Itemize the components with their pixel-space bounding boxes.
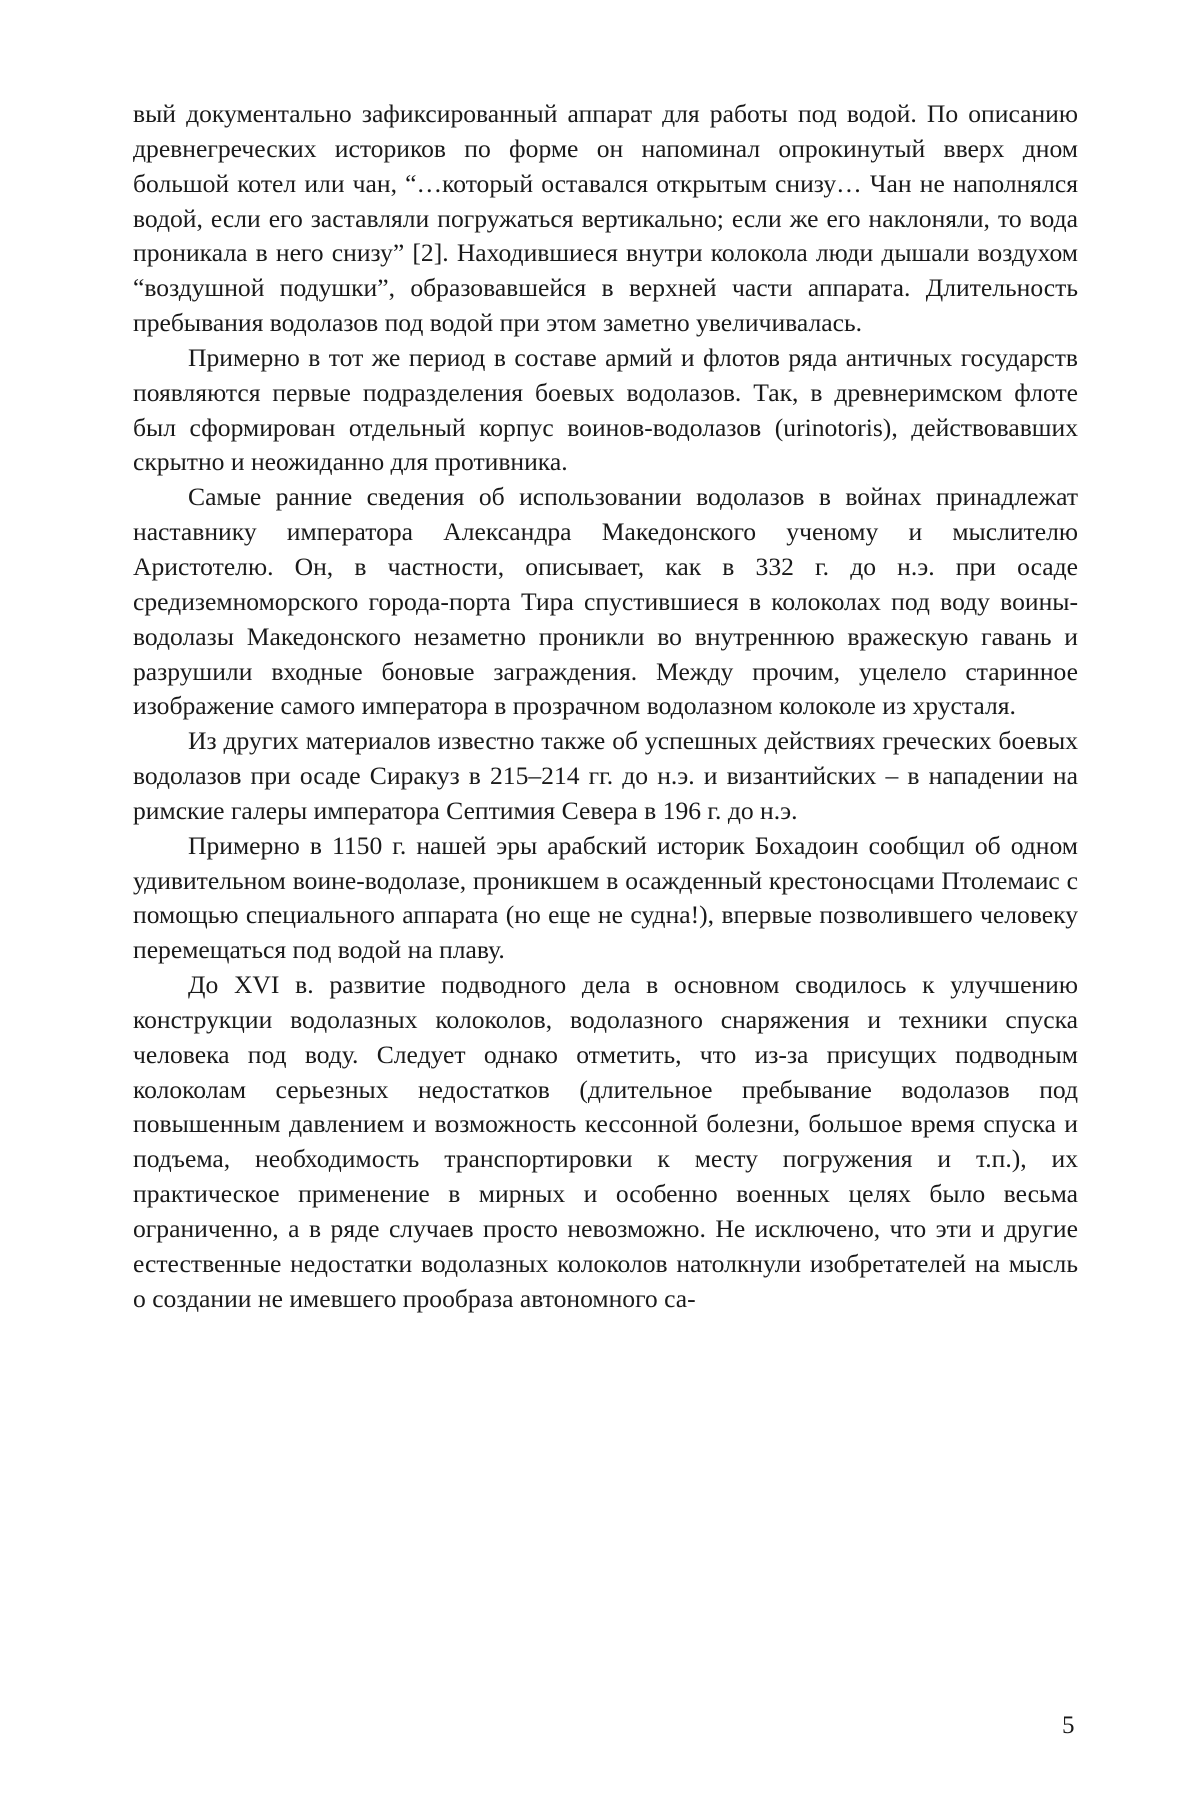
- paragraph-6: До XVI в. развитие подводного дела в основном сводилось к улучшению конструкции водолазных колоколов, водолазного снаряжения и техники спуска человека под воду. Следует однако отметить, что из-за присущих подводным колоколам серьезных недостатков (длительное пребывание водолазов под повышенным давлением и возможность кессонной болезни, большое время спуска и подъема, необходимость транспортировки к месту погружения и т.п.), их практическое применение в мирных и особенно военных целях было весьма ограниченно, а в ряде случаев просто невозможно. Не исключено, что эти и другие естественные недостатки водолазных колоколов натолкнули изобретателей на мысль о создании не имевшего прообраза автономного са-: [133, 970, 1078, 1313]
- paragraph-5: Примерно в 1150 г. нашей эры арабский историк Бохадоин сообщил об одном удивительном воине-водолазе, проникшем в осажденный крестоносцами Птолемаис с помощью специального аппарата (но еще не судна!), впервые позволившего человеку перемещаться под водой на плаву.: [133, 830, 1078, 965]
- body-text: [133, 97, 1078, 1317]
- paragraph-1: вый документально зафиксированный аппарат для работы под водой. По описанию древнегреческих историков по форме он напоминал опрокинутый вверх дном большой котел или чан, “…который оставался открытым снизу… Чан не наполнялся водой, если его заставляли погружаться вертикально; если же его наклоняли, то вода проникала в него снизу” [2]. Находившиеся внутри колокола люди дышали воздухом “воздушной подушки”, образовавшейся в верхней части аппарата. Длительность пребывания водолазов под водой при этом заметно увеличивалась.: [133, 99, 1078, 338]
- paragraph-2: Примерно в тот же период в составе армий и флотов ряда античных государств появляются первые подразделения боевых водолазов. Так, в древнеримском флоте был сформирован отдельный корпус воинов-водолазов (urinotoris), действовавших скрытно и неожиданно для противника.: [133, 342, 1078, 477]
- page-number: 5: [1062, 1712, 1075, 1739]
- paragraph-3: Самые ранние сведения об использовании водолазов в войнах принадлежат наставнику императора Александра Македонского ученому и мыслителю Аристотелю. Он, в частности, описывает, как в 332 г. до н.э. при осаде средиземноморского города-порта Тира спустившиеся в колоколах под воду воины-водолазы Македонского незаметно проникли во внутреннюю вражескую гавань и разрушили входные боновые заграждения. Между прочим, уцелело старинное изображение самого императора в прозрачном водолазном колоколе из хрусталя.: [133, 482, 1078, 721]
- paragraph-4: Из других материалов известно также об успешных действиях греческих боевых водолазов при осаде Сиракуз в 215–214 гг. до н.э. и византийских – в нападении на римские галеры императора Септимия Севера в 196 г. до н.э.: [133, 726, 1078, 825]
